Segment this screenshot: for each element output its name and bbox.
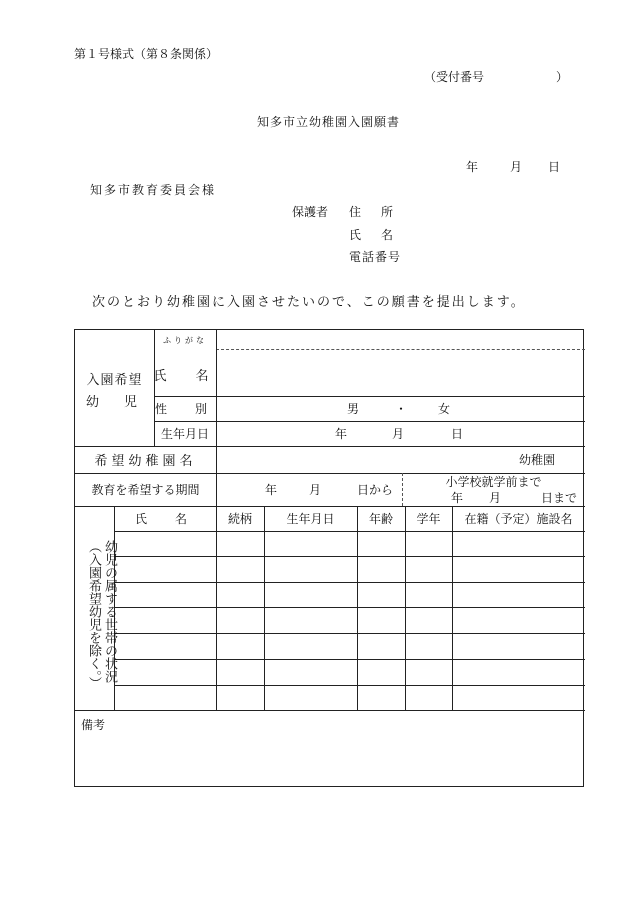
- period-to-month: 月: [488, 490, 501, 505]
- page-title: 知多市立幼稚園入園願書: [257, 115, 401, 129]
- col-name: 氏 名: [134, 512, 195, 526]
- guardian-phone-label: 電話番号: [349, 250, 402, 264]
- period-to-year: 年: [450, 490, 463, 505]
- period-from-day: 日から: [356, 483, 393, 497]
- col-birthdate: 生年月日: [286, 512, 335, 526]
- remarks-label: 備考: [81, 718, 106, 732]
- birth-day: 日: [450, 427, 463, 441]
- guardian-label: 保護者: [292, 205, 329, 219]
- household-label: 幼児の属する世帯の状況（入園希望幼児を除く。）: [86, 540, 117, 690]
- form-number: 第１号様式（第８条関係）: [74, 47, 219, 61]
- period-from-month: 月: [308, 483, 321, 497]
- kindergarten-label: 希望幼稚園名: [94, 454, 197, 469]
- gender-male: 男: [346, 402, 359, 416]
- name-label: 氏 名: [153, 368, 217, 384]
- gender-label: 性 別: [154, 402, 215, 416]
- date-day: 日: [548, 160, 561, 174]
- addressee: 知多市教育委員会様: [90, 183, 217, 197]
- applicant-label-1: 入園希望: [86, 372, 143, 388]
- birth-year: 年: [334, 427, 347, 441]
- gender-female: 女: [437, 402, 450, 416]
- date-year: 年: [466, 160, 479, 174]
- statement: 次のとおり幼稚園に入園させたいので、この願書を提出します。: [92, 295, 526, 310]
- period-until-label: 小学校就学前まで: [445, 474, 542, 489]
- application-form: [74, 329, 584, 787]
- col-age: 年齢: [368, 512, 393, 526]
- period-from-year: 年: [264, 483, 277, 497]
- guardian-name-label: 氏 名: [349, 228, 398, 242]
- gender-dot: ・: [394, 402, 407, 416]
- birth-label: 生年月日: [160, 427, 209, 441]
- kindergarten-suffix: 幼稚園: [518, 453, 555, 467]
- col-relationship: 続柄: [227, 512, 252, 526]
- furigana-label: ふりがな: [163, 335, 207, 345]
- col-facility: 在籍（予定）施設名: [464, 512, 573, 526]
- date-month: 月: [510, 160, 523, 174]
- guardian-address-label: 住 所: [349, 205, 398, 219]
- reception-number: （受付番号 ）: [424, 70, 569, 84]
- col-grade: 学年: [416, 512, 441, 526]
- period-to-day: 日まで: [540, 490, 577, 505]
- period-label: 教育を希望する期間: [91, 483, 200, 497]
- applicant-label-2: 幼 児: [85, 394, 143, 410]
- birth-month: 月: [391, 427, 404, 441]
